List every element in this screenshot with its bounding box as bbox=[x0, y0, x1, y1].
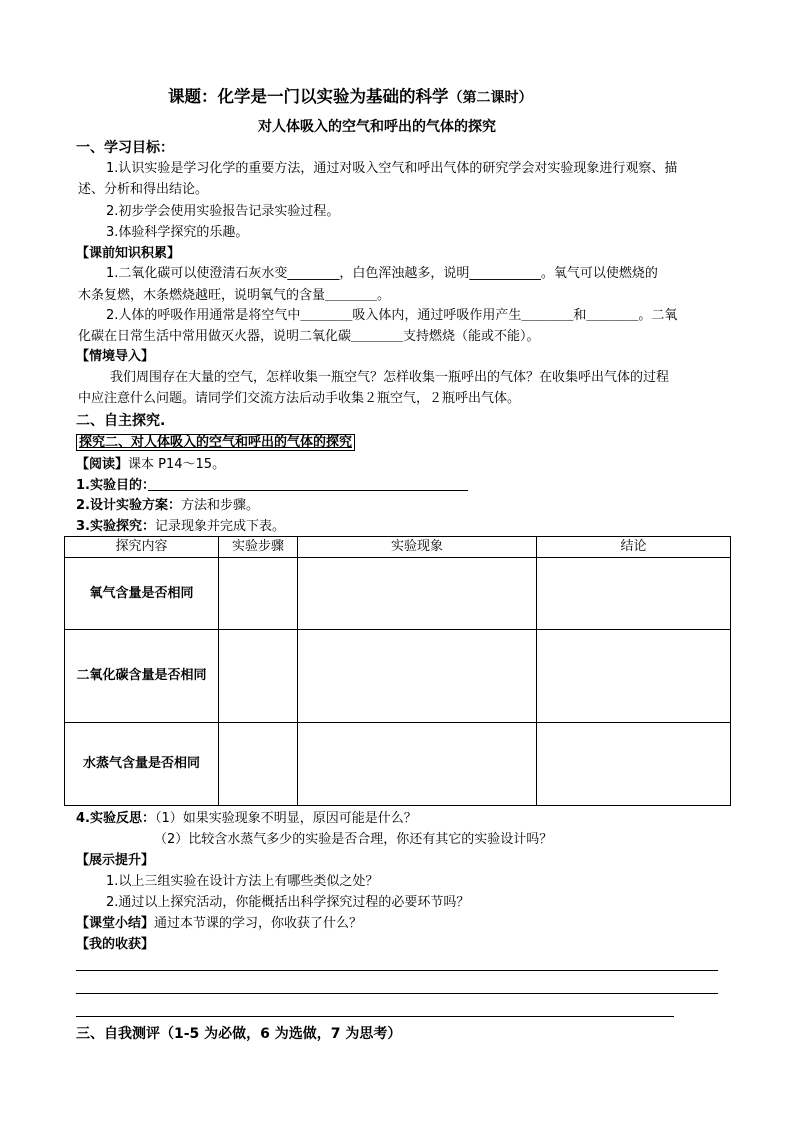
cell-steps[interactable] bbox=[219, 630, 298, 723]
item-2-label: 2.设计实验方案： bbox=[76, 498, 181, 513]
table-row bbox=[65, 630, 731, 723]
row-vapor-label: 水蒸气含量是否相同 bbox=[65, 723, 219, 806]
section-self-explore-heading: 二、自主探究. bbox=[76, 413, 166, 429]
header-explore-content: 探究内容 bbox=[65, 537, 219, 558]
intro-line-1: 我们周围存在大量的空气，怎样收集一瓶空气？怎样收集一瓶呼出的气体？在收集呼出气体的过程 bbox=[110, 370, 670, 385]
table-row bbox=[65, 558, 731, 630]
header-conclusion: 结论 bbox=[537, 537, 731, 558]
cell-phenomena[interactable] bbox=[298, 630, 537, 723]
preview-q1-line-2: 木条复燃，木条燃烧越旺，说明氧气的含量＿＿＿＿。 bbox=[78, 288, 391, 303]
cell-conclusion[interactable] bbox=[537, 630, 731, 723]
row-co2-label bbox=[65, 630, 219, 723]
cell-phenomena[interactable] bbox=[298, 558, 537, 630]
explore-boxed-title: 探究二、对人体吸入的空气和呼出的气体的探究 bbox=[76, 434, 355, 451]
item-1-purpose-label: 1.实验目的： bbox=[76, 478, 155, 493]
header-exp-steps: 实验步骤 bbox=[219, 537, 298, 558]
item-3-line bbox=[76, 518, 285, 536]
header-exp-phenomena: 实验现象 bbox=[298, 537, 537, 558]
preview-heading: 【课前知识积累】 bbox=[76, 246, 181, 261]
page-title bbox=[168, 88, 533, 107]
goal-1-line-1: 1.认识实验是学习化学的重要方法，通过对吸入空气和呼出气体的研究学会对实验现象进行观察、描 bbox=[106, 161, 678, 176]
reflection-line-1 bbox=[76, 810, 417, 828]
cell-conclusion[interactable] bbox=[537, 723, 731, 806]
display-q1: 1.以上三组实验在设计方法上有哪些类似之处？ bbox=[106, 874, 379, 889]
item-3-label: 3.实验探究： bbox=[76, 519, 155, 534]
answer-line-3[interactable] bbox=[76, 1016, 674, 1017]
reflection-q2: （2）比较含水蒸气多少的实验是否合理，你还有其它的实验设计吗？ bbox=[154, 832, 553, 847]
summary-text: 通过本节课的学习，你收获了什么？ bbox=[154, 916, 363, 931]
section-learning-goals-heading: 一、学习目标： bbox=[76, 140, 174, 156]
my-gain-heading: 【我的收获】 bbox=[76, 937, 155, 952]
display-heading: 【展示提升】 bbox=[76, 853, 155, 868]
goal-1-line-2: 述、分析和得出结论。 bbox=[78, 182, 209, 197]
cell-conclusion[interactable] bbox=[537, 558, 731, 630]
cell-steps[interactable] bbox=[219, 558, 298, 630]
reading-text: 课本 P14～15。 bbox=[128, 457, 226, 472]
answer-line-1[interactable] bbox=[76, 970, 718, 971]
item-2-text: 方法和步骤。 bbox=[180, 498, 259, 513]
preview-q1-line-1: 1.二氧化碳可以使澄清石灰水变________，白色浑浊越多，说明___________。氧气可以使燃烧的 bbox=[106, 266, 658, 281]
display-q2: 2.通过以上探究活动，你能概括出科学探究过程的必要环节吗？ bbox=[106, 895, 470, 910]
intro-line-2: 中应注意什么问题。请同学们交流方法后动手收集２瓶空气，２瓶呼出气体。 bbox=[78, 391, 521, 406]
cell-steps[interactable] bbox=[219, 723, 298, 806]
table-header-row bbox=[65, 537, 731, 558]
answer-line-2[interactable] bbox=[76, 993, 718, 994]
reading-line bbox=[76, 456, 225, 474]
cell-phenomena[interactable] bbox=[298, 723, 537, 806]
preview-q2-line-1: 2.人体的呼吸作用通常是将空气中＿＿＿＿吸入体内，通过呼吸作用产生＿＿＿＿和＿＿＿＿。二氧 bbox=[106, 308, 678, 323]
reflection-q1: （1）如果实验现象不明显，原因可能是什么？ bbox=[154, 811, 417, 826]
title-suffix: （第二课时） bbox=[448, 90, 533, 106]
intro-heading: 【情境导入】 bbox=[76, 349, 155, 364]
row-co2-text: 二氧化碳含量是否相同 bbox=[76, 668, 207, 683]
boxed-title-wrap bbox=[76, 434, 355, 452]
summary-line bbox=[76, 915, 362, 933]
item-2-line bbox=[76, 497, 259, 515]
row-oxygen-label: 氧气含量是否相同 bbox=[65, 558, 219, 630]
goal-2: 2.初步学会使用实验报告记录实验过程。 bbox=[106, 204, 340, 219]
goal-3: 3.体验科学探究的乐趣。 bbox=[106, 225, 249, 240]
reading-label: 【阅读】 bbox=[76, 457, 129, 472]
experiment-table bbox=[64, 536, 731, 806]
table-row bbox=[65, 723, 731, 806]
title-main: 课题：化学是一门以实验为基础的科学 bbox=[168, 87, 449, 106]
self-assessment-heading: 三、自我测评（1-5 为必做，6 为选做，7 为思考） bbox=[76, 1026, 402, 1042]
purpose-answer-line[interactable] bbox=[148, 490, 468, 491]
page-subtitle: 对人体吸入的空气和呼出的气体的探究 bbox=[258, 119, 496, 135]
summary-heading: 【课堂小结】 bbox=[76, 916, 155, 931]
reflection-label: 4.实验反思： bbox=[76, 811, 155, 826]
preview-q2-line-2: 化碳在日常生活中常用做灭火器，说明二氧化碳＿＿＿＿支持燃烧（能或不能）。 bbox=[78, 329, 540, 344]
item-3-text: 记录现象并完成下表。 bbox=[154, 519, 285, 534]
